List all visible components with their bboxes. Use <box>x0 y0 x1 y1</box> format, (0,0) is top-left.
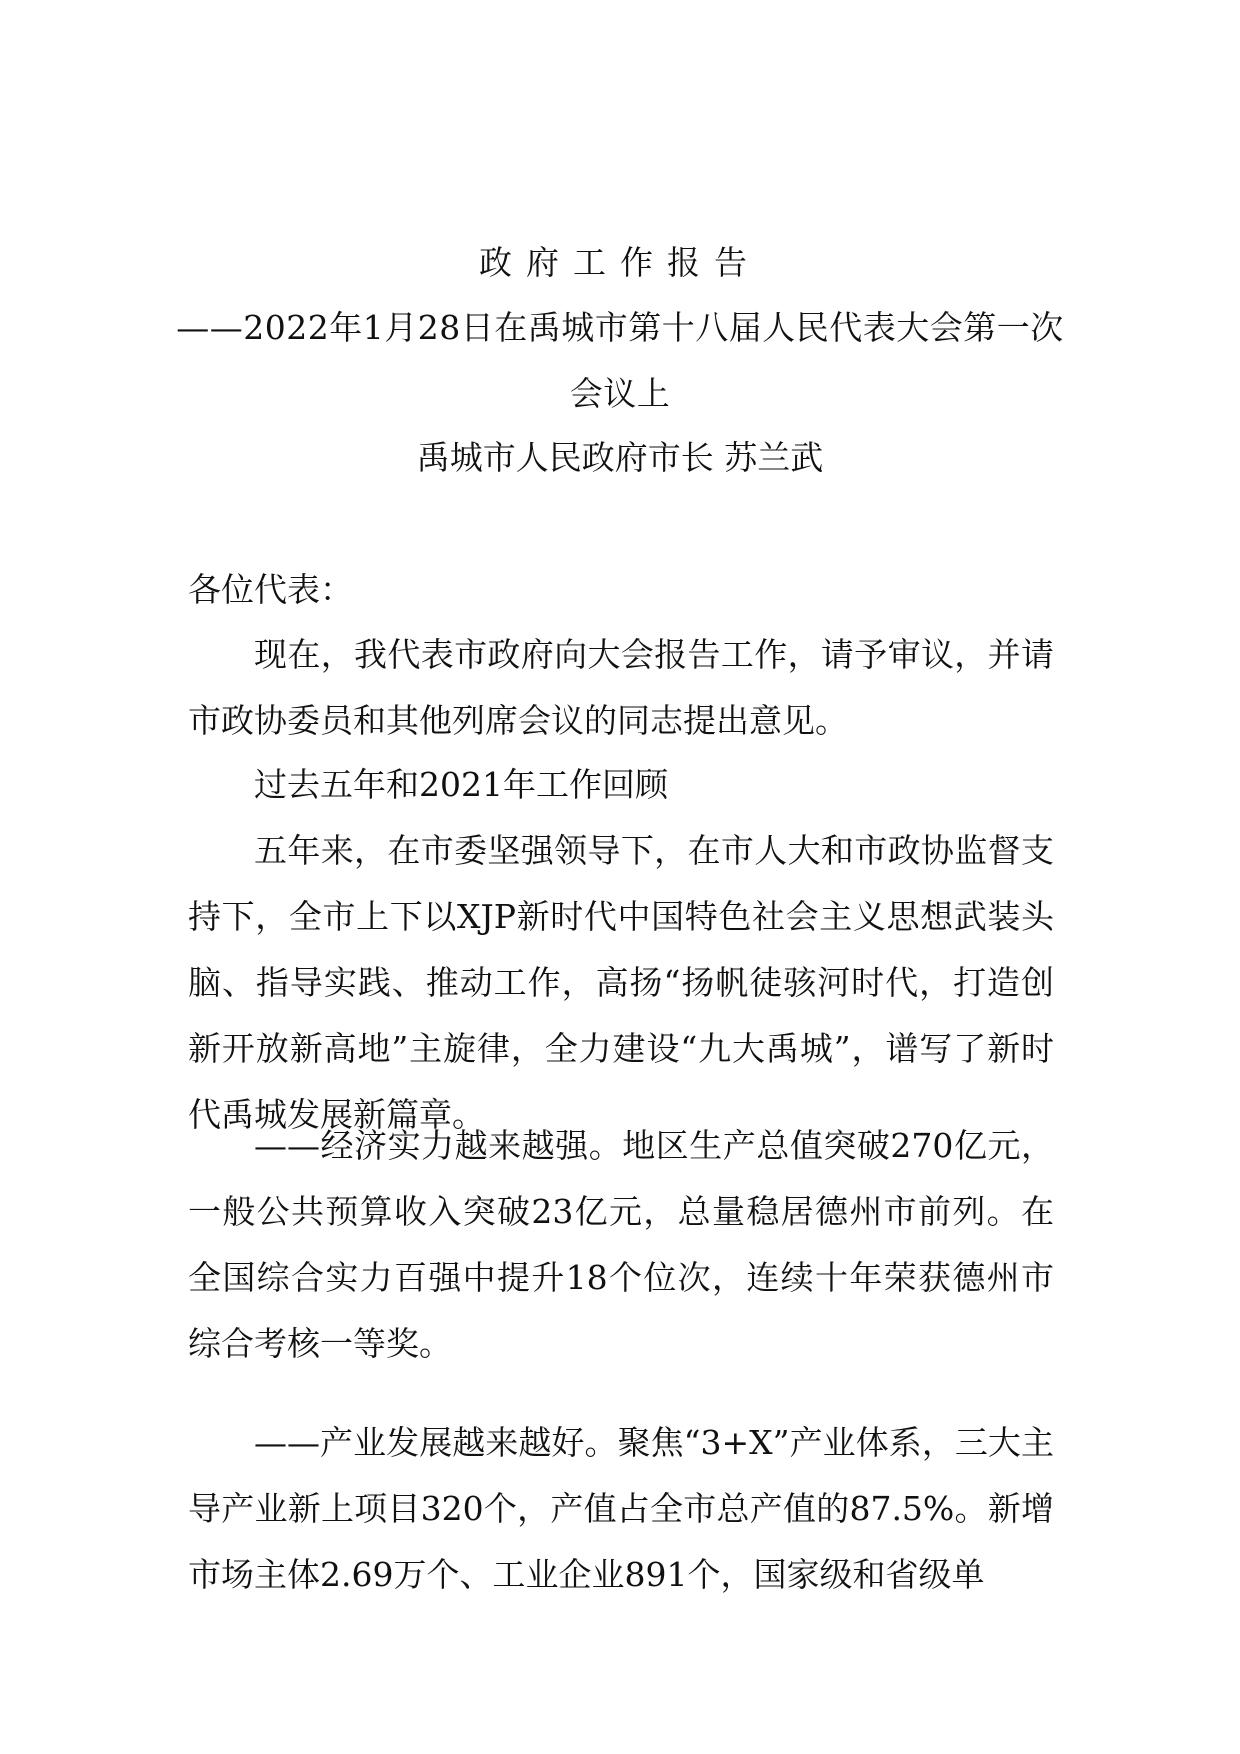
paragraph-industry: ——产业发展越来越好。聚焦“3+X”产业体系，三大主导产业新上项目320个，产值占全市总产值的87.5%。新增市场主体2.69万个、工业企业891个，国家级和省级单 <box>188 1423 1054 1594</box>
paragraph-intro: 现在，我代表市政府向大会报告工作，请予审议，并请市政协委员和其他列席会议的同志提出意见。 <box>188 635 1054 740</box>
section-heading: 过去五年和2021年工作回顾 <box>254 765 668 804</box>
document-subtitle: ——2022年1月28日在禹城市第十八届人民代表大会第一次会议上 <box>176 308 1064 413</box>
salutation: 各位代表： <box>188 570 353 609</box>
document-title: 政府工作报告 <box>479 243 761 282</box>
paragraph-five-years: 五年来，在市委坚强领导下，在市人大和市政协监督支持下，全市上下以XJP新时代中国特色社会主义思想武装头脑、指导实践、推动工作，高扬“扬帆徒骇河时代，打造创新开放新高地”主旋律，全力建设“九大禹城”，谱写了新时代禹城发展新篇章。 <box>188 831 1054 1134</box>
document-author: 禹城市人民政府市长 苏兰武 <box>416 438 824 477</box>
paragraph-economy: ——经济实力越来越强。地区生产总值突破270亿元，一般公共预算收入突破23亿元，总量稳居德州市前列。在全国综合实力百强中提升18个位次，连续十年荣获德州市综合考核一等奖。 <box>188 1126 1054 1363</box>
